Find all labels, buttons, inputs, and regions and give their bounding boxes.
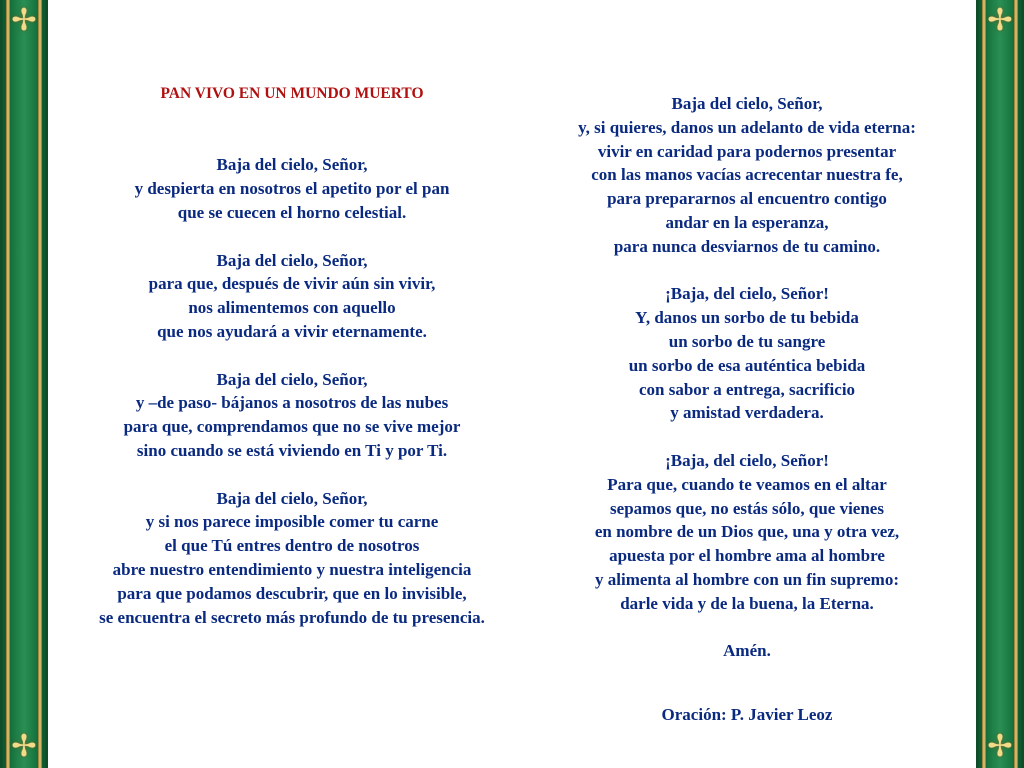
verse-line: Baja del cielo, Señor, (671, 94, 823, 113)
verse-line: el que Tú entres dentro de nosotros (164, 536, 420, 556)
verse-line: andar en la esperanza, (665, 212, 829, 232)
verse-line: para que, después de vivir aún sin vivir, (148, 274, 436, 294)
cross-icon: ✢ (987, 730, 1013, 763)
verse-line: ¡Baja, del cielo, Señor! (665, 450, 829, 470)
verse-line: darle vida y de la buena, la Eterna. (620, 593, 874, 613)
verse-line: Y, danos un sorbo de tu bebida (635, 308, 859, 328)
stanza (56, 487, 528, 630)
verse-line: abre nuestro entendimiento y nuestra inteligencia (112, 559, 472, 579)
verse-line: un sorbo de tu sangre (668, 331, 826, 351)
verse-line: y –de paso- bájanos a nosotros de las nubes (135, 393, 449, 413)
verse-line: y, si quieres, danos un adelanto de vida eterna: (578, 117, 916, 137)
stanza (528, 449, 966, 616)
verse-line: y despierta en nosotros el apetito por el pan (134, 179, 450, 199)
stanza (56, 249, 528, 344)
verse-line: ¡Baja, del cielo, Señor! (665, 284, 829, 304)
verse-line: un sorbo de esa auténtica bebida (628, 355, 866, 375)
verse-line: para que, comprendamos que no se vive mejor (123, 417, 461, 437)
cross-icon: ✢ (11, 4, 37, 37)
verse-line: vivir en caridad para podernos presentar (597, 141, 897, 161)
verse-line: con las manos vacías acrecentar nuestra fe, (591, 165, 903, 185)
verse-line: para nunca desviarnos de tu camino. (613, 236, 881, 256)
verse-line: para que podamos descubrir, que en lo invisible, (117, 583, 467, 603)
stanza (528, 282, 966, 425)
right-decorative-border (976, 0, 1024, 768)
verse-line: sino cuando se está viviendo en Ti y por Ti. (136, 440, 448, 460)
verse-line: y alimenta al hombre con un fin supremo: (595, 569, 899, 589)
left-poem-column (56, 82, 528, 629)
stanza (56, 153, 528, 224)
cross-icon: ✢ (987, 4, 1013, 37)
verse-line: apuesta por el hombre ama al hombre (609, 546, 885, 566)
poem-title: PAN VIVO EN UN MUNDO MUERTO (160, 85, 424, 102)
verse-line: en nombre de un Dios que, una y otra vez, (594, 522, 900, 542)
left-decorative-border (0, 0, 48, 768)
author-credit: Oración: P. Javier Leoz (661, 705, 833, 725)
verse-line: se encuentra el secreto más profundo de tu presencia. (99, 607, 485, 627)
verse-line: Baja del cielo, Señor, (216, 155, 368, 175)
verse-line: que nos ayudará a vivir eternamente. (157, 321, 427, 341)
verse-line: Baja del cielo, Señor, (216, 369, 368, 389)
cross-icon: ✢ (11, 730, 37, 763)
verse-line: y si nos parece imposible comer tu carne (145, 512, 439, 532)
amen-closing: Amén. (723, 641, 771, 661)
verse-line: nos alimentemos con aquello (188, 298, 396, 318)
stanza (56, 368, 528, 463)
verse-line: y amistad verdadera. (670, 403, 824, 423)
verse-line: Baja del cielo, Señor, (216, 250, 368, 270)
stanza (528, 92, 966, 259)
verse-line: Baja del cielo, Señor, (216, 488, 368, 508)
right-poem-column (528, 92, 966, 727)
verse-line: para prepararnos al encuentro contigo (607, 189, 887, 209)
verse-line: que se cuecen el horno celestial. (177, 202, 407, 222)
verse-line: con sabor a entrega, sacrificio (638, 379, 856, 399)
verse-line: Para que, cuando te veamos en el altar (607, 474, 887, 494)
verse-line: sepamos que, no estás sólo, que vienes (610, 498, 884, 518)
